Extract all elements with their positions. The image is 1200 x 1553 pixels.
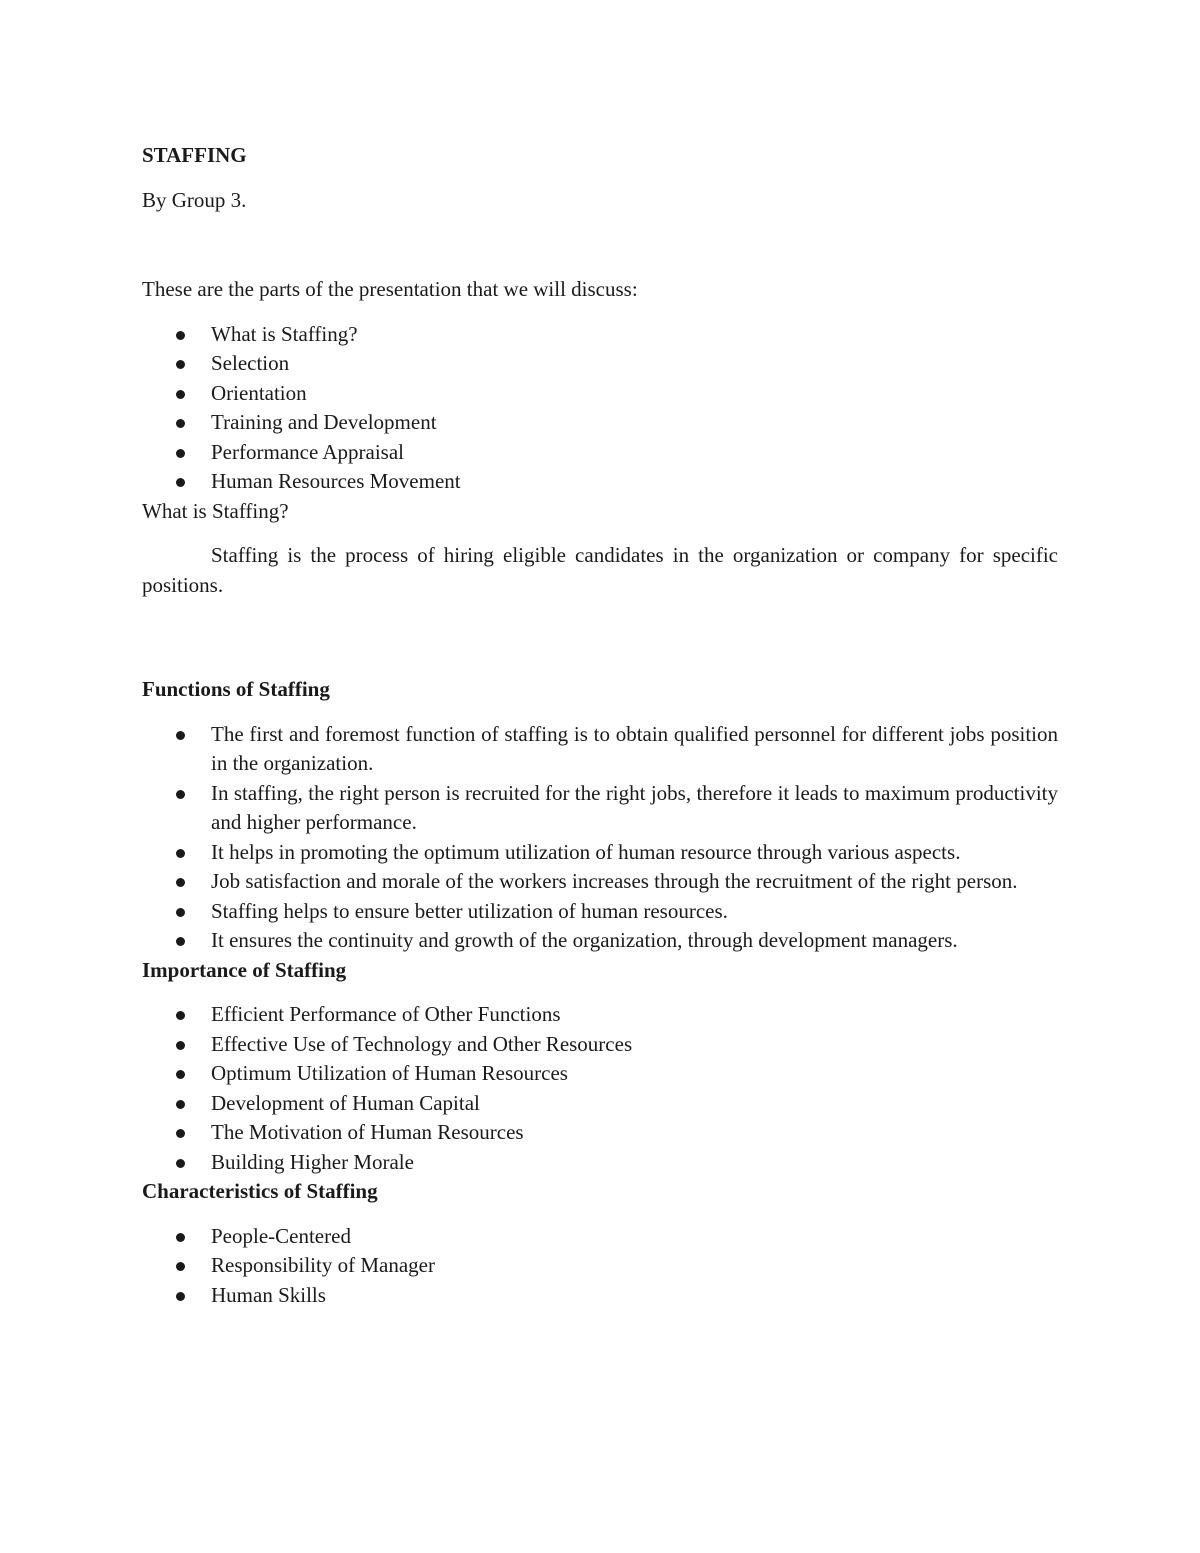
- intro-paragraph: These are the parts of the presentation that we will discuss:: [142, 277, 638, 301]
- document-title: STAFFING: [142, 143, 247, 167]
- list-item: Human Skills: [142, 1281, 1058, 1311]
- document-page: [142, 141, 1058, 1310]
- list-item: In staffing, the right person is recruited for the right jobs, therefore it leads to maximum productivity and higher performance.: [142, 779, 1058, 838]
- list-item: Building Higher Morale: [142, 1148, 1058, 1178]
- list-item: Orientation: [142, 379, 1058, 409]
- list-item: Performance Appraisal: [142, 438, 1058, 468]
- list-item: Human Resources Movement: [142, 467, 1058, 497]
- importance-list: [142, 1000, 1058, 1177]
- definition-paragraph: Staffing is the process of hiring eligible candidates in the organization or company for specific positions.: [142, 543, 1058, 597]
- list-item: The Motivation of Human Resources: [142, 1118, 1058, 1148]
- characteristics-list: [142, 1222, 1058, 1311]
- list-item: Selection: [142, 349, 1058, 379]
- list-item: Effective Use of Technology and Other Resources: [142, 1030, 1058, 1060]
- list-item: Development of Human Capital: [142, 1089, 1058, 1119]
- what-is-heading: What is Staffing?: [142, 498, 289, 523]
- list-item: It ensures the continuity and growth of the organization, through development managers.: [142, 926, 1058, 956]
- document-byline: By Group 3.: [142, 187, 247, 212]
- list-item: The first and foremost function of staffing is to obtain qualified personnel for different jobs position in the organization.: [142, 720, 1058, 779]
- list-item: Training and Development: [142, 408, 1058, 438]
- functions-list: [142, 720, 1058, 956]
- functions-heading: Functions of Staffing: [142, 677, 330, 701]
- characteristics-heading: Characteristics of Staffing: [142, 1179, 378, 1203]
- list-item: Responsibility of Manager: [142, 1251, 1058, 1281]
- topics-list: [142, 320, 1058, 497]
- list-item: Optimum Utilization of Human Resources: [142, 1059, 1058, 1089]
- list-item: Staffing helps to ensure better utilization of human resources.: [142, 897, 1058, 927]
- list-item: It helps in promoting the optimum utilization of human resource through various aspects.: [142, 838, 1058, 868]
- list-item: What is Staffing?: [142, 320, 1058, 350]
- list-item: Job satisfaction and morale of the workers increases through the recruitment of the right person.: [142, 867, 1058, 897]
- list-item: Efficient Performance of Other Functions: [142, 1000, 1058, 1030]
- list-item: People-Centered: [142, 1222, 1058, 1252]
- importance-heading: Importance of Staffing: [142, 957, 347, 982]
